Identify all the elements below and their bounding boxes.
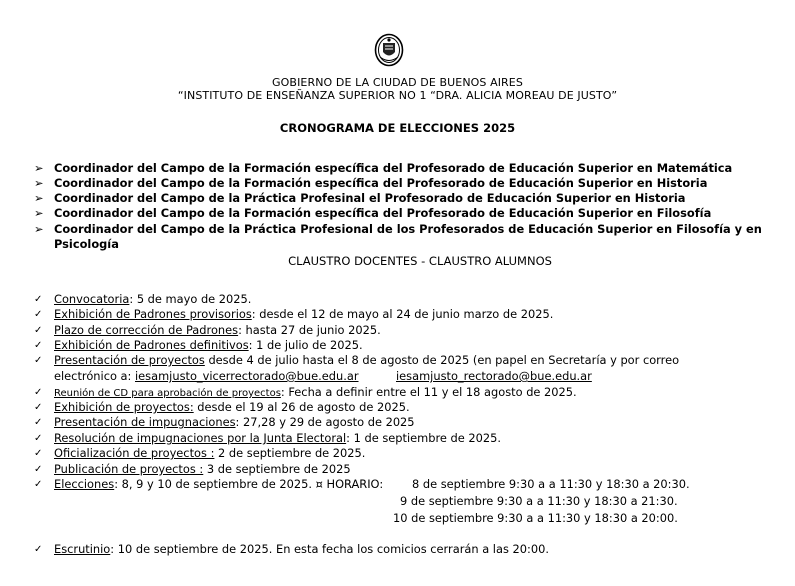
check-bullet-icon: ✓ [34, 387, 43, 398]
presentacion-continuation: electrónico a: iesamjusto_vicerrectorado@bue.edu.ar [54, 369, 359, 383]
check-bullet-icon: ✓ [34, 402, 43, 413]
institute-heading: “INSTITUTO DE ENSEÑANZA SUPERIOR NO 1 “DRA. ALICIA MOREAU DE JUSTO” [177, 89, 618, 102]
coordinator-item: ➢ Coordinador del Campo de la Práctica Profesional de los Profesorados de Educación Superior en Filosofía y en [34, 222, 762, 236]
check-bullet-icon: ✓ [34, 464, 43, 475]
coordinator-item-continuation: Psicología [54, 237, 119, 251]
horario-day-8: 8 de septiembre 9:30 a a 11:30 y 18:30 a 20:30. [412, 477, 690, 491]
crest-seal-icon [374, 33, 404, 67]
document-page: GOBIERNO DE LA CIUDAD DE BUENOS AIRES “INSTITUTO DE ENSEÑANZA SUPERIOR NO 1 “DRA. ALICIA MOREAU DE JUSTO” CRONOGRAMA DE ELECCIONES 2025 ➢ Coordinador del Campo de la Formación específica del Profesorado de Educación Superior en Matemática ➢ Coordinador del Campo de la Formación específica del Profesorado de Educación Superior en Historia ➢ Coordinador del Campo de la Práctica Profesinal el Profesorado de Educación Superior en Historia ➢ Coordinador del Campo de la Formación específica del Profesorado de Educación Superior en Filosofía ➢ Coordinador del Campo de la Práctica Profesional de los Profesorados de Educación Superior en Filosofía y en Psicología CLAUSTRO DOCENTES - CLAUSTRO ALUMNOS ✓ Convocatoria: 5 de mayo de 2025. ✓ Exhibición de Padrones provisorios: desde el 12 de mayo al 24 de junio marzo de 2025. ✓ Plazo de corrección de Padrones: hasta 27 de junio 2025. ✓ Exhibición de Padrones definitivos: 1 de julio de 2025. ✓ Presentación de proyectos desde 4 de julio hasta el 8 de agosto de 2025 (en papel en Secretaría y por correo electrónico a: iesamjusto_vicerrectorado@bue.edu.ar iesamjusto_rectorado@bue.edu.ar ✓ Reunión de CD para aprobación de proyectos: Fecha a definir entre el 11 y el 18 agosto de 2025. ✓ Exhibición de proyectos: desde el 19 al 26 de agosto de 2025. ✓ Presentación de impugnaciones: 27,28 y 29 de agosto de 2025 ✓ Resolución de impugnaciones por la Junta Electoral: 1 de septiembre de 2025. ✓ Oficialización de proyectos : 2 de septiembre de 2025. ✓ Publicación de proyectos : 3 de septiembre de 2025 ✓ Elecciones: 8, 9 y 10 de septiembre de 2025. ¤ HORARIO: 8 de septiembre 9:30 a a 11:30 y 18:30 a 20:30. 9 de septiembre 9:30 a a 11:30 y 18:30 a 21:30. 10 de septiembre 9:30 a a 11:30 y 18:30 a 20:00. ✓ Escrutinio: 10 de septiembre de 2025. En esta fecha los comicios cerrarán a las 20:00. [0, 0, 795, 586]
check-bullet-icon: ✓ [34, 355, 43, 366]
government-heading: GOBIERNO DE LA CIUDAD DE BUENOS AIRES [272, 76, 523, 89]
arrow-bullet-icon: ➢ [34, 176, 44, 190]
check-bullet-icon: ✓ [34, 448, 43, 459]
check-bullet-icon: ✓ [34, 325, 43, 336]
check-bullet-icon: ✓ [34, 417, 43, 428]
arrow-bullet-icon: ➢ [34, 222, 44, 236]
arrow-bullet-icon: ➢ [34, 161, 44, 175]
check-bullet-icon: ✓ [34, 433, 43, 444]
arrow-bullet-icon: ➢ [34, 191, 44, 205]
horario-day-10: 10 de septiembre 9:30 a a 11:30 y 18:30 a 20:00. [393, 511, 678, 525]
coordinator-item: ➢ Coordinador del Campo de la Formación específica del Profesorado de Educación Superior en Matemática [34, 161, 733, 175]
check-bullet-icon: ✓ [34, 479, 43, 490]
check-bullet-icon: ✓ [34, 340, 43, 351]
document-title: CRONOGRAMA DE ELECCIONES 2025 [279, 121, 516, 135]
check-bullet-icon: ✓ [34, 294, 43, 305]
coordinator-item: ➢ Coordinador del Campo de la Práctica Profesinal el Profesorado de Educación Superior en Historia [34, 191, 686, 205]
check-bullet-icon: ✓ [34, 544, 43, 555]
arrow-bullet-icon: ➢ [34, 206, 44, 220]
claustro-heading: CLAUSTRO DOCENTES - CLAUSTRO ALUMNOS [288, 254, 552, 268]
coordinator-item: ➢ Coordinador del Campo de la Formación específica del Profesorado de Educación Superior en Historia [34, 176, 708, 190]
email-link-vicerrectorado[interactable]: iesamjusto_vicerrectorado@bue.edu.ar [135, 369, 359, 383]
email-link-rectorado[interactable]: iesamjusto_rectorado@bue.edu.ar [396, 369, 592, 383]
horario-day-9: 9 de septiembre 9:30 a a 11:30 y 18:30 a 21:30. [400, 494, 678, 508]
check-bullet-icon: ✓ [34, 309, 43, 320]
coordinator-item: ➢ Coordinador del Campo de la Formación específica del Profesorado de Educación Superior en Filosofía [34, 206, 712, 220]
